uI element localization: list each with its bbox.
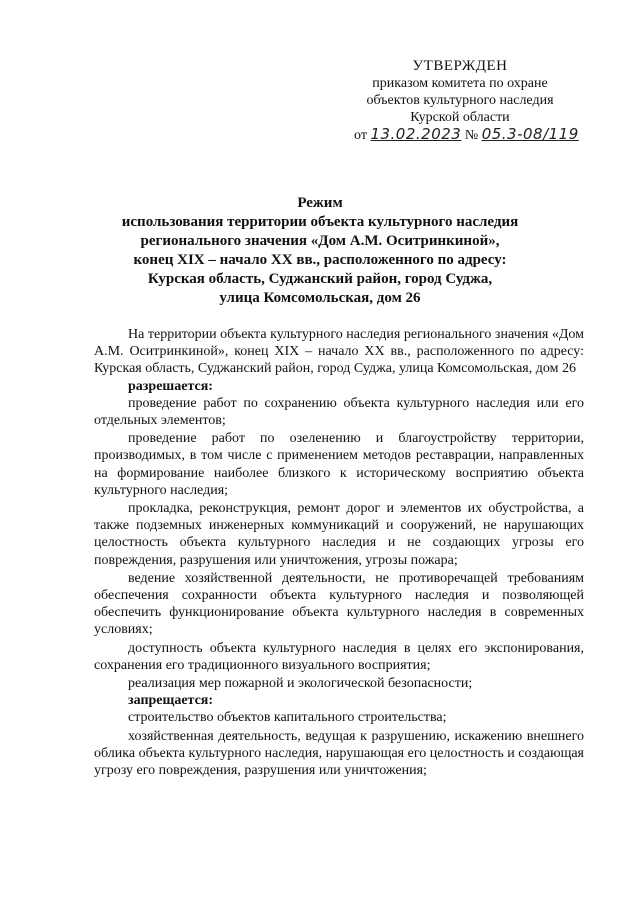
prohibited-heading: запрещается: (128, 693, 214, 709)
document-title (90, 194, 550, 308)
title-line: использования территории объекта культурного наследия (121, 214, 519, 230)
allowed-item: проведение работ по сохранению объекта культурного наследия или его отдельных элементов; (94, 395, 584, 429)
title-line: регионального значения «Дом А.М. Оситринкиной», (140, 233, 500, 249)
title-line: конец XIX – начало XX вв., расположенного по адресу: (133, 252, 507, 268)
allowed-item: ведение хозяйственной деятельности, не противоречащей требованиям обеспечения сохранности объекта культурного наследия и позволяющей обеспечить функционирование объекта культурного наследия в современных условиях; (94, 570, 584, 638)
intro-paragraph: На территории объекта культурного наследия регионального значения «Дом А.М. Оситринкиной», конец XIX – начало XX вв., расположенного по адресу: Курская область, Суджанский район, город Суджа, улица Комсомольская, дом 26 (94, 327, 584, 377)
handwritten-order-number: 05.3-08/119 (481, 125, 579, 143)
approval-line-2: объектов культурного наследия (366, 93, 554, 108)
approval-line-1: приказом комитета по охране (372, 76, 548, 91)
approval-line-3: Курской области (410, 110, 510, 125)
title-line: Режим (297, 195, 343, 211)
approval-date-line (330, 126, 590, 144)
date-prefix: от (354, 128, 367, 143)
allowed-heading: разрешается: (128, 378, 213, 394)
allowed-item: прокладка, реконструкция, ремонт дорог и элементов их обустройства, а также подземных инженерных коммуникаций и сооружений, не нарушающих целостность объекта культурного наследия и не создающих угрозы его повреждения, разрушения или уничтожения, угрозы пожара; (94, 501, 584, 568)
prohibited-item: строительство объектов капитального строительства; (128, 710, 447, 726)
number-sign: № (464, 128, 479, 143)
handwritten-date: 13.02.2023 (370, 125, 462, 143)
document-body (94, 326, 584, 779)
title-line: Курская область, Суджанский район, город Суджа, (147, 271, 493, 287)
allowed-item: реализация мер пожарной и экологической безопасности; (128, 676, 473, 692)
approval-heading: УТВЕРЖДЕН (412, 58, 508, 74)
allowed-item: проведение работ по озеленению и благоустройству территории, производимых, в том числе с применением методов реставрации, направленных на формирование наиболее близкого к историческому восприятию объекта культурного наследия; (94, 431, 584, 498)
title-line: улица Комсомольская, дом 26 (219, 290, 421, 306)
prohibited-item: хозяйственная деятельность, ведущая к разрушению, искажению внешнего облика объекта культурного наследия, нарушающая его целостность и создающая угрозу его повреждения, разрушения или уничтожения; (94, 728, 584, 779)
approval-block (330, 58, 590, 144)
allowed-item: доступность объекта культурного наследия в целях его экспонирования, сохранения его традиционного визуального восприятия; (94, 640, 584, 673)
